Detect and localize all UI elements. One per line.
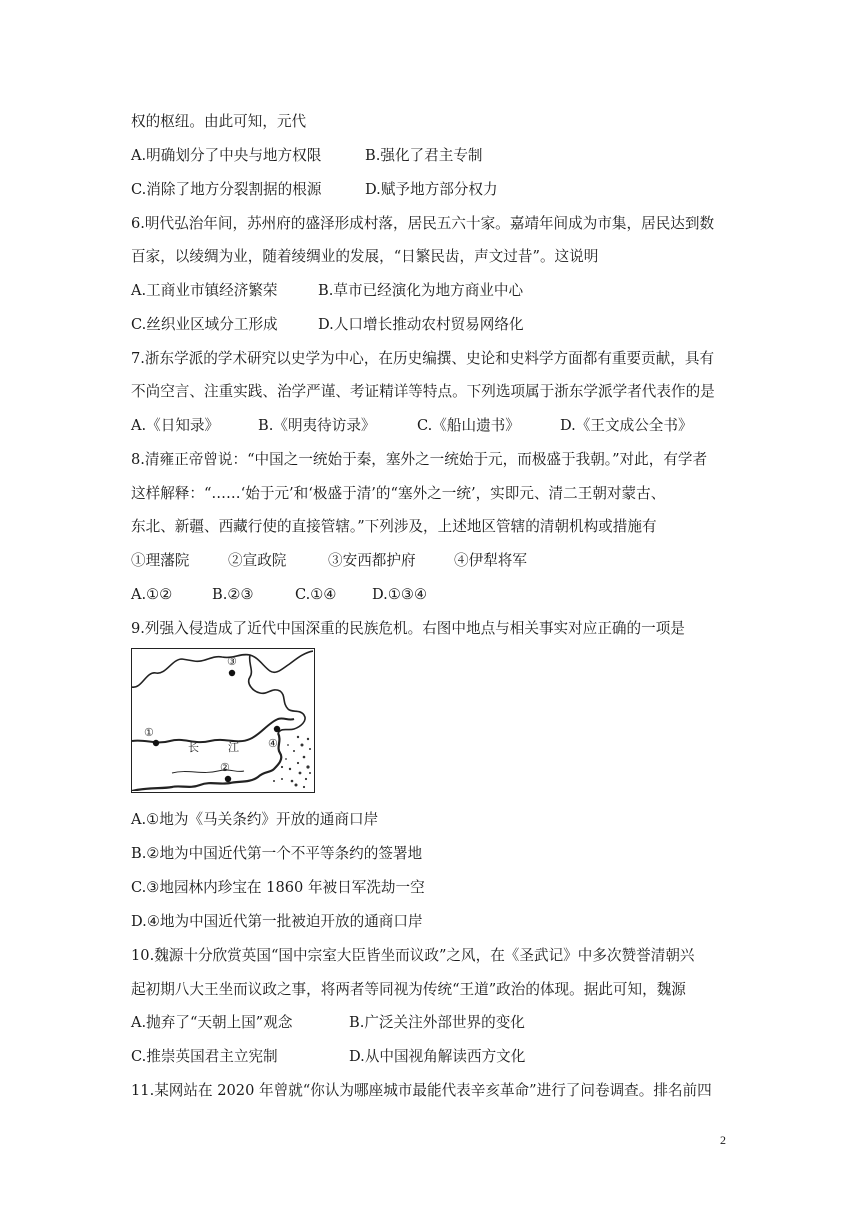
marker-label-2: ② <box>220 761 230 774</box>
q8-item-1: ①理藩院 <box>131 552 190 569</box>
location-dot-4 <box>274 726 280 732</box>
q7-option-d: D.《王文成公全书》 <box>560 417 693 434</box>
q5-stem-tail: 权的枢纽。由此可知，元代 <box>131 113 307 130</box>
q6-option-c: C.丝织业区域分工形成 <box>131 316 278 333</box>
q9-option-c: C.③地园林内珍宝在 1860 年被日军洗劫一空 <box>131 879 425 896</box>
q7-option-c: C.《船山遗书》 <box>417 417 520 434</box>
q9-option-d: D.④地为中国近代第一批被迫开放的通商口岸 <box>131 913 423 930</box>
q6-option-b: B.草市已经演化为地方商业中心 <box>318 282 524 299</box>
q6-option-d: D.人口增长推动农村贸易网络化 <box>318 316 524 333</box>
q8-stem-line-2: 这样解释：“……‘始于元’和‘极盛于清’的“塞外之一统’，实即元、清二王朝对蒙古、 <box>131 485 666 502</box>
q8-stem-line-3: 东北、新疆、西藏行使的直接管辖。”下列涉及，上述地区管辖的清朝机构或措施有 <box>131 518 657 535</box>
shandong-coastline <box>278 709 305 733</box>
q7-option-a: A.《日知录》 <box>131 417 220 434</box>
q10-option-b: B.广泛关注外部世界的变化 <box>349 1014 525 1031</box>
q6-option-a: A.工商业市镇经济繁荣 <box>131 282 278 299</box>
q10-stem-line-2: 起初期八大王坐而议政之事，将两者等同视为传统“王道”政治的体现。据此可知，魏源 <box>131 981 686 998</box>
china-coast-map-svg <box>132 649 313 791</box>
q5-option-a: A.明确划分了中央与地方权限 <box>131 147 322 164</box>
q5-option-d: D.赋予地方部分权力 <box>365 181 498 198</box>
q8-option-c: C.①④ <box>295 586 337 603</box>
q10-option-c: C.推崇英国君主立宪制 <box>131 1048 278 1065</box>
q10-stem-line-1: 10.魏源十分欣赏英国“国中宗室大臣皆坐而议政”之风，在《圣武记》中多次赞誉清朝兴 <box>131 947 695 964</box>
q8-item-4: ④伊犁将军 <box>454 552 527 569</box>
location-dot-3 <box>229 670 235 676</box>
q10-option-a: A.抛弃了“天朝上国”观念 <box>131 1014 293 1031</box>
location-dot-1 <box>153 740 159 746</box>
river-label-1: 长 <box>188 741 199 754</box>
marker-label-1: ① <box>144 726 154 739</box>
marker-label-3: ③ <box>227 655 237 668</box>
q10-option-d: D.从中国视角解读西方文化 <box>349 1048 526 1065</box>
q9-stem: 9.列强入侵造成了近代中国深重的民族危机。右图中地点与相关事实对应正确的一项是 <box>131 620 685 637</box>
location-dot-2 <box>225 776 231 782</box>
q7-stem-line-1: 7.浙东学派的学术研究以史学为中心，在历史编撰、史论和史料学方面都有重要贡献，具有 <box>131 350 715 367</box>
q8-item-2: ②宣政院 <box>228 552 287 569</box>
q8-option-b: B.②③ <box>212 586 254 603</box>
q7-option-b: B.《明夷待访录》 <box>258 417 376 434</box>
q8-option-d: D.①③④ <box>372 586 428 603</box>
q8-item-3: ③安西都护府 <box>328 552 416 569</box>
north-coastline <box>132 651 313 687</box>
q8-option-a: A.①② <box>131 586 173 603</box>
q8-stem-line-1: 8.清雍正帝曾说：“中国之一统始于秦，塞外之一统始于元，而极盛于我朝。”对此，有学者 <box>131 451 708 468</box>
q11-stem-line-1: 11.某网站在 2020 年曾就“你认为哪座城市最能代表辛亥革命”进行了问卷调查。排名前四 <box>131 1082 712 1099</box>
marker-label-4: ④ <box>268 737 278 750</box>
q5-option-c: C.消除了地方分裂割据的根源 <box>131 181 322 198</box>
river-label-2: 江 <box>228 741 239 754</box>
bohai-coastline <box>249 655 288 709</box>
q9-option-a: A.①地为《马关条约》开放的通商口岸 <box>131 811 379 828</box>
q7-stem-line-2: 不尚空言、注重实践、治学严谨、考证精详等特点。下列选项属于浙东学派学者代表作的是 <box>131 383 715 400</box>
q6-stem-line-2: 百家，以绫绸为业，随着绫绸业的发展，“日繁民齿，声文过昔”。这说明 <box>131 248 599 265</box>
q6-stem-line-1: 6.明代弘治年间，苏州府的盛泽形成村落，居民五六十家。嘉靖年间成为市集，居民达到数 <box>131 215 715 232</box>
q5-option-b: B.强化了君主专制 <box>365 147 483 164</box>
q9-map <box>131 648 315 793</box>
page-number: 2 <box>720 1133 726 1147</box>
pearl-river <box>172 770 244 773</box>
q9-option-b: B.②地为中国近代第一个不平等条约的签署地 <box>131 845 423 862</box>
